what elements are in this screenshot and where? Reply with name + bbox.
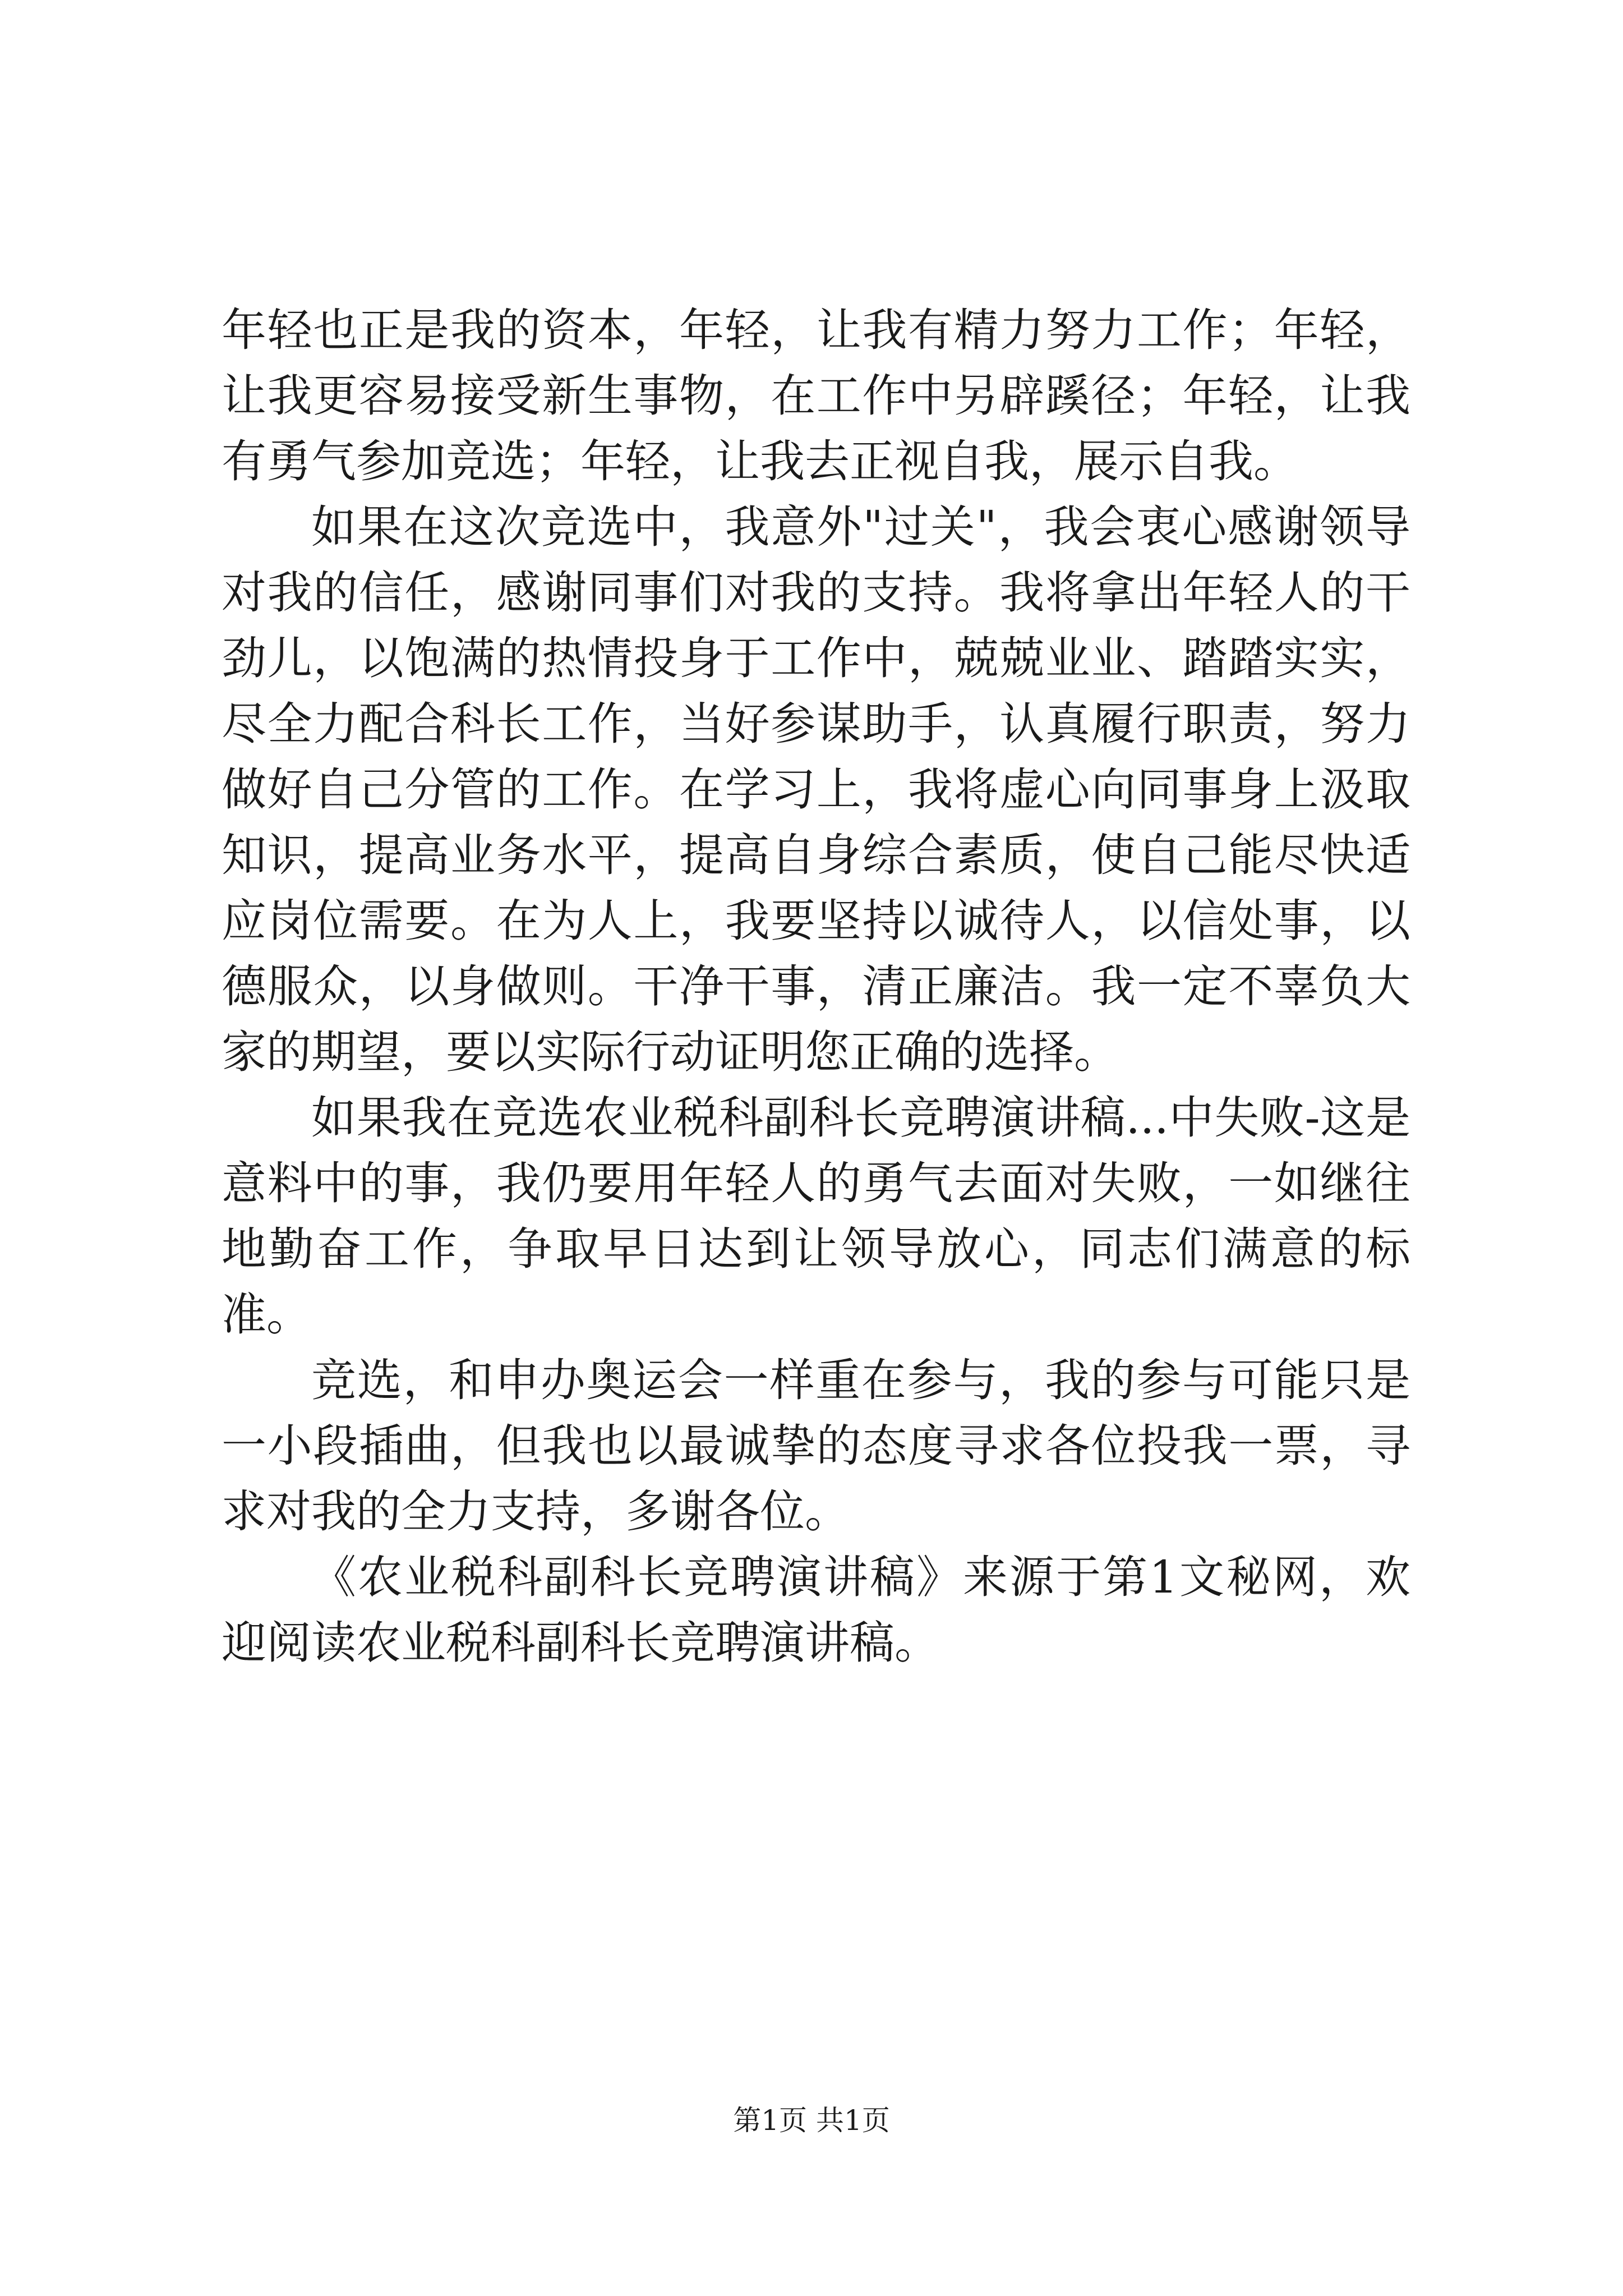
paragraph-if-failed: 如果我在竞选农业税科副科长竞聘演讲稿...中失败-这是意料中的事，我仍要用年轻人的勇气去面对失败，一如继往地勤奋工作，争取早日达到让领导放心，同志们满意的标准。 xyxy=(222,1092,1410,1341)
paragraph-source-note: 《农业税科副科长竞聘演讲稿》来源于第1文秘网，欢迎阅读农业税科副科长竞聘演讲稿。 xyxy=(222,1551,1410,1669)
document-body xyxy=(222,297,1410,1676)
paragraph-if-elected: 如果在这次竞选中，我意外"过关"，我会衷心感谢领导对我的信任，感谢同事们对我的支持。我将拿出年轻人的干劲儿，以饱满的热情投身于工作中，兢兢业业、踏踏实实，尽全力配合科长工作，当好参谋助手，认真履行职责，努力做好自己分管的工作。在学习上，我将虚心向同事身上汲取知识，提高业务水平，提高自身综合素质，使自己能尽快适应岗位需要。在为人上，我要坚持以诚待人，以信处事，以德服众，以身做则。干净干事，清正廉洁。我一定不辜负大家的期望，要以实际行动证明您正确的选择。 xyxy=(222,501,1410,1078)
paragraph-participation: 竞选，和申办奥运会一样重在参与，我的参与可能只是一小段插曲，但我也以最诚挚的态度寻求各位投我一票，寻求对我的全力支持，多谢各位。 xyxy=(222,1354,1410,1538)
page-number-label: 第1页 共1页 xyxy=(733,2104,890,2137)
paragraph-youth-capital: 年轻也正是我的资本，年轻，让我有精力努力工作；年轻，让我更容易接受新生事物，在工作中另辟蹊径；年轻，让我有勇气参加竞选；年轻，让我去正视自我，展示自我。 xyxy=(222,304,1410,487)
page-footer xyxy=(0,2101,1623,2140)
